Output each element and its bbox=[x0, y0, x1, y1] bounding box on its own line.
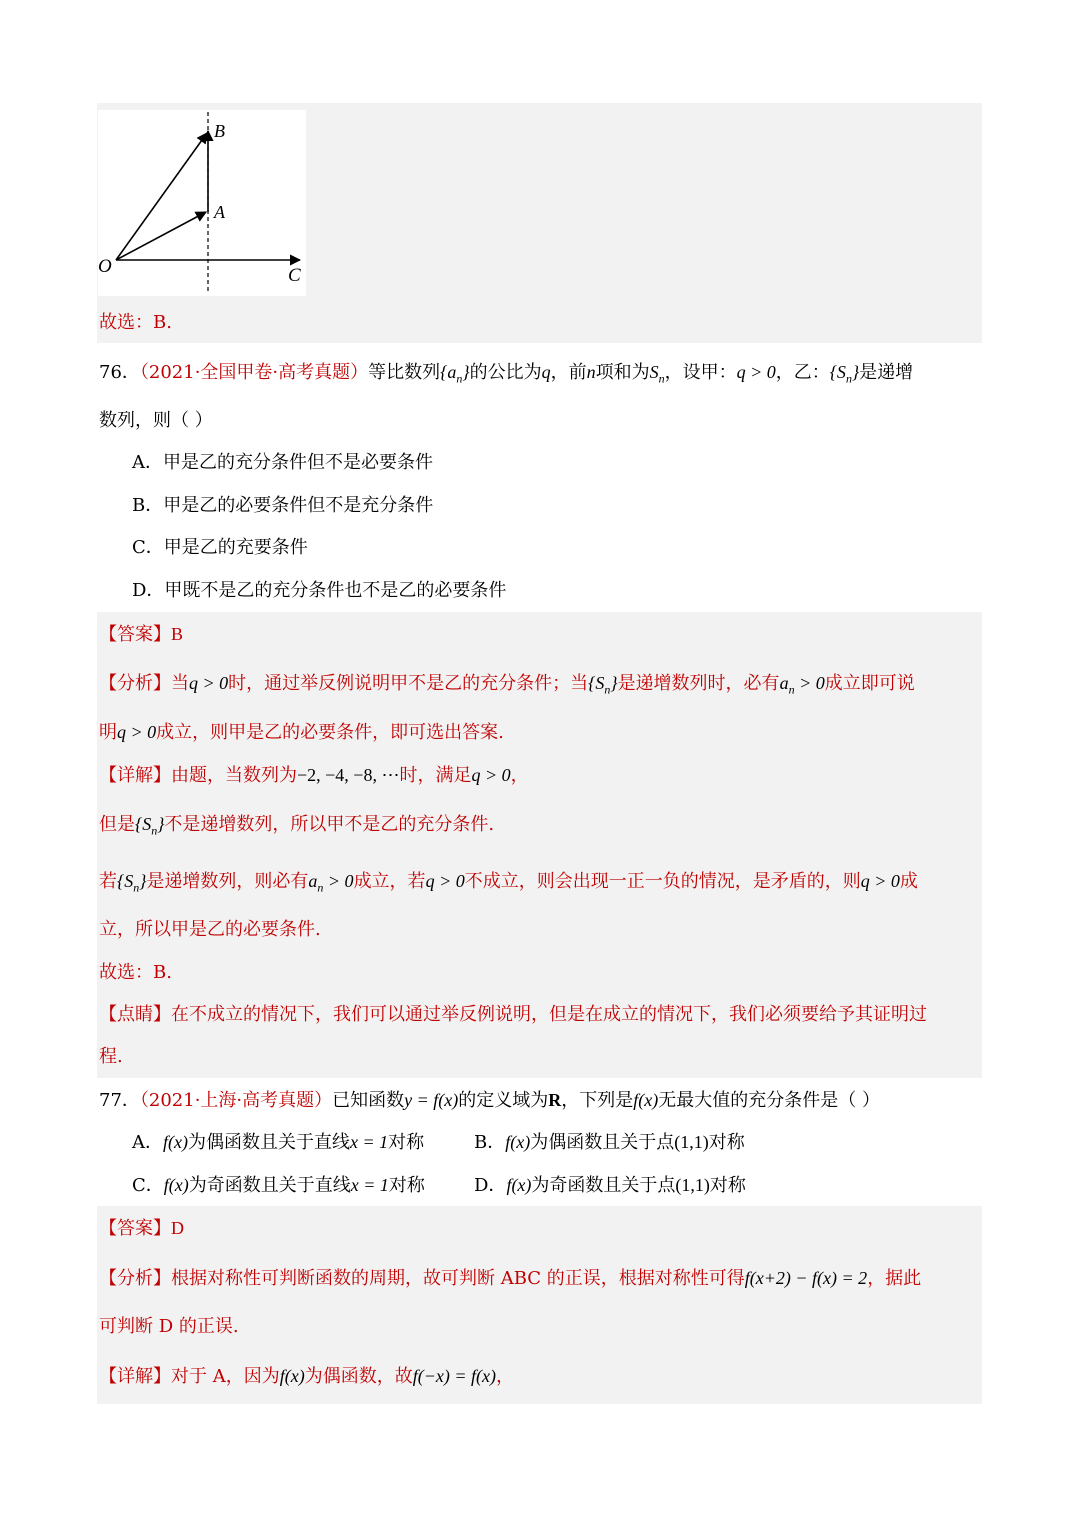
option-math: (1,1) bbox=[675, 1175, 710, 1195]
analysis-text: 明 bbox=[99, 722, 117, 743]
analysis-text: 成立即可说 bbox=[824, 673, 915, 694]
answer-tag: 【答案】 bbox=[99, 624, 171, 645]
q76-seq2 bbox=[829, 362, 860, 386]
vector-oa bbox=[116, 212, 206, 260]
q76-option-c[interactable]: C．甲是乙的充要条件 bbox=[132, 537, 308, 558]
detail-math-sub: n bbox=[133, 880, 140, 895]
option-label: D． bbox=[474, 1175, 507, 1196]
q77-math: y = f(x) bbox=[404, 1090, 459, 1110]
option-text: 为偶函数且关于点 bbox=[530, 1132, 675, 1153]
q76-stem-text: 的公比为 bbox=[469, 362, 542, 383]
analysis-text: ，据此 bbox=[867, 1268, 922, 1289]
q76-analysis-line1 bbox=[99, 671, 915, 702]
q76-stem-text: ，乙： bbox=[775, 362, 830, 383]
q76-option-a[interactable]: A．甲是乙的充分条件但不是必要条件 bbox=[132, 452, 433, 473]
detail-math-close: } bbox=[157, 814, 165, 834]
detail-math-sub: n bbox=[317, 880, 324, 895]
q76-stem-text: ，前 bbox=[550, 362, 587, 383]
analysis-text: 当 bbox=[171, 673, 189, 694]
q76-stem-text: ，设甲： bbox=[664, 362, 737, 383]
option-text: 为偶函数且关于直线 bbox=[187, 1132, 350, 1153]
vector-ob bbox=[116, 133, 207, 260]
q76-number: 76． bbox=[99, 362, 140, 383]
analysis-math: f(x+2) − f(x) = 2 bbox=[744, 1268, 868, 1288]
q76-stem-text: 等比数列 bbox=[368, 362, 441, 383]
detail-math-sub: n bbox=[151, 823, 158, 838]
detail-math-base: {S bbox=[117, 871, 134, 891]
q77-stem bbox=[99, 1088, 880, 1113]
option-text: 对称 bbox=[388, 1132, 425, 1153]
q77-answer bbox=[99, 1216, 184, 1241]
detail-text: ， bbox=[510, 765, 529, 786]
option-math: x = 1 bbox=[350, 1175, 389, 1195]
analysis-math-rest: > 0 bbox=[794, 673, 825, 693]
q76-seq-close: } bbox=[462, 362, 470, 382]
q76-seq bbox=[440, 362, 470, 386]
detail-text: 对于 A，因为 bbox=[171, 1366, 280, 1387]
detail-text: 为偶函数，故 bbox=[304, 1366, 413, 1387]
comment-tag: 【点睛】 bbox=[99, 1004, 171, 1025]
detail-math-close: } bbox=[139, 871, 147, 891]
q76-analysis-line2 bbox=[99, 720, 504, 745]
q77-detail-line1 bbox=[99, 1364, 514, 1389]
answer-value: B bbox=[171, 624, 184, 644]
vector-figure bbox=[98, 110, 306, 296]
option-math: f(x) bbox=[506, 1175, 532, 1195]
analysis-math: q > 0 bbox=[117, 722, 157, 742]
q76-option-b[interactable]: B．甲是乙的必要条件但不是充分条件 bbox=[132, 495, 434, 516]
detail-math: q > 0 bbox=[471, 765, 511, 785]
detail-math bbox=[135, 814, 165, 838]
answer-tag: 【答案】 bbox=[99, 1218, 171, 1239]
detail-math-rest: > 0 bbox=[323, 871, 354, 891]
q76-seq2-close: } bbox=[851, 362, 860, 382]
vector-diagram bbox=[98, 110, 306, 296]
option-label: A． bbox=[132, 1132, 163, 1153]
analysis-math-base: a bbox=[779, 673, 789, 693]
analysis-text: 根据对称性可判断函数的周期，故可判断 ABC 的正误，根据对称性可得 bbox=[171, 1268, 745, 1289]
analysis-tag: 【分析】 bbox=[99, 673, 171, 694]
q76-seq2-sub: n bbox=[845, 371, 852, 386]
detail-math: f(−x) = f(x) bbox=[412, 1366, 496, 1386]
q76-source: （2021·全国甲卷·高考真题） bbox=[139, 362, 369, 383]
label-o: O bbox=[98, 256, 112, 277]
option-math: f(x) bbox=[163, 1175, 189, 1195]
q77-option-b[interactable] bbox=[474, 1130, 745, 1155]
answer-value: D bbox=[171, 1218, 184, 1238]
q76-seq2-base: {S bbox=[829, 362, 846, 382]
detail-text: 不成立，则会出现一正一负的情况，是矛盾的，则 bbox=[464, 871, 861, 892]
analysis-math bbox=[779, 673, 825, 697]
q76-n: n bbox=[586, 362, 596, 382]
label-b: B bbox=[214, 121, 225, 141]
analysis-text: 是递增数列时，必有 bbox=[617, 673, 780, 694]
label-a: A bbox=[214, 202, 225, 222]
q76-detail-line2 bbox=[99, 812, 494, 843]
q76-sn-sub: n bbox=[658, 371, 665, 386]
detail-text: ， bbox=[495, 1366, 514, 1387]
option-text: 对称 bbox=[709, 1175, 746, 1196]
detail-text: 但是 bbox=[99, 814, 135, 835]
q76-q: q bbox=[541, 362, 551, 382]
comment-text: 在不成立的情况下，我们可以通过举反例说明，但是在成立的情况下，我们必须要给予其证明过 bbox=[171, 1004, 927, 1025]
option-label: B． bbox=[474, 1132, 506, 1153]
q77-math: R bbox=[548, 1090, 562, 1110]
detail-math-base: a bbox=[308, 871, 318, 891]
q76-cond: q > 0 bbox=[736, 362, 776, 382]
q77-stem-text: 的定义域为 bbox=[458, 1090, 549, 1111]
q77-option-d[interactable] bbox=[474, 1173, 746, 1198]
analysis-text: 时，通过举反例说明甲不是乙的充分条件；当 bbox=[228, 673, 589, 694]
q76-seq-sub: n bbox=[456, 371, 463, 386]
q77-analysis-line1 bbox=[99, 1266, 921, 1291]
analysis-math-close: } bbox=[610, 673, 618, 693]
detail-text: 若 bbox=[99, 871, 117, 892]
label-c: C bbox=[288, 265, 301, 286]
option-math: f(x) bbox=[163, 1132, 188, 1152]
option-text: 对称 bbox=[388, 1175, 425, 1196]
q76-stem-line2: 数列，则（ ） bbox=[99, 410, 213, 431]
analysis-math-base: {S bbox=[588, 673, 605, 693]
q77-math: f(x) bbox=[633, 1090, 659, 1110]
q77-stem-text: 已知函数 bbox=[332, 1090, 405, 1111]
option-math: x = 1 bbox=[349, 1132, 389, 1152]
q76-answer bbox=[99, 622, 183, 647]
detail-text: 由题，当数列为 bbox=[171, 765, 297, 786]
q76-sn-base: S bbox=[649, 362, 659, 382]
detail-math-base: {S bbox=[135, 814, 152, 834]
detail-math: f(x) bbox=[279, 1366, 305, 1386]
detail-text: 是递增数列，则必有 bbox=[146, 871, 309, 892]
option-label: C． bbox=[132, 1175, 164, 1196]
analysis-math-sub: n bbox=[788, 682, 795, 697]
q76-stem-text: 是递增 bbox=[859, 362, 914, 383]
detail-text: 时，满足 bbox=[399, 765, 472, 786]
option-text: 为奇函数且关于点 bbox=[531, 1175, 676, 1196]
q77-option-c[interactable] bbox=[132, 1173, 425, 1198]
q76-sn bbox=[649, 362, 665, 386]
q77-number: 77． bbox=[99, 1090, 140, 1111]
q76-detail-line4: 立，所以甲是乙的必要条件. bbox=[99, 919, 321, 940]
q76-stem-line1 bbox=[99, 360, 913, 391]
q76-conclusion: 故选：B. bbox=[99, 962, 172, 983]
analysis-math-sub: n bbox=[604, 682, 611, 697]
analysis-math: q > 0 bbox=[189, 673, 229, 693]
detail-math: q > 0 bbox=[860, 871, 900, 891]
q76-comment-line2: 程. bbox=[99, 1046, 123, 1067]
option-text: 为奇函数且关于直线 bbox=[188, 1175, 351, 1196]
detail-tag: 【详解】 bbox=[99, 765, 171, 786]
q76-comment-line1 bbox=[99, 1003, 927, 1027]
detail-math: −2, −4, −8, ⋯ bbox=[297, 765, 400, 785]
analysis-text: 成立，则甲是乙的必要条件，即可选出答案. bbox=[156, 722, 504, 743]
detail-text: 成 bbox=[899, 871, 918, 892]
q77-source: （2021·上海·高考真题） bbox=[139, 1090, 333, 1111]
q76-option-d[interactable]: D．甲既不是乙的充分条件也不是乙的必要条件 bbox=[132, 580, 507, 601]
q77-stem-text: 无最大值的充分条件是（ ） bbox=[658, 1090, 881, 1111]
detail-text: 成立，若 bbox=[353, 871, 426, 892]
option-math: f(x) bbox=[505, 1132, 531, 1152]
q77-stem-text: ，下列是 bbox=[561, 1090, 634, 1111]
q77-analysis-line2: 可判断 D 的正误. bbox=[99, 1316, 239, 1337]
q76-stem-text: 项和为 bbox=[595, 362, 650, 383]
detail-tag: 【详解】 bbox=[99, 1366, 171, 1387]
option-math: (1,1) bbox=[674, 1132, 709, 1152]
q76-detail-line1 bbox=[99, 763, 529, 788]
analysis-math bbox=[588, 673, 618, 697]
analysis-tag: 【分析】 bbox=[99, 1268, 171, 1289]
q76-seq-base: {a bbox=[440, 362, 457, 382]
q77-option-a[interactable] bbox=[132, 1130, 424, 1155]
detail-text: 不是递增数列，所以甲不是乙的充分条件. bbox=[164, 814, 495, 835]
option-text: 对称 bbox=[708, 1132, 745, 1153]
detail-math bbox=[308, 871, 354, 895]
prev-conclusion: 故选：B. bbox=[99, 312, 172, 333]
q76-detail-line3 bbox=[99, 869, 918, 900]
detail-math bbox=[117, 871, 147, 895]
detail-math: q > 0 bbox=[425, 871, 465, 891]
